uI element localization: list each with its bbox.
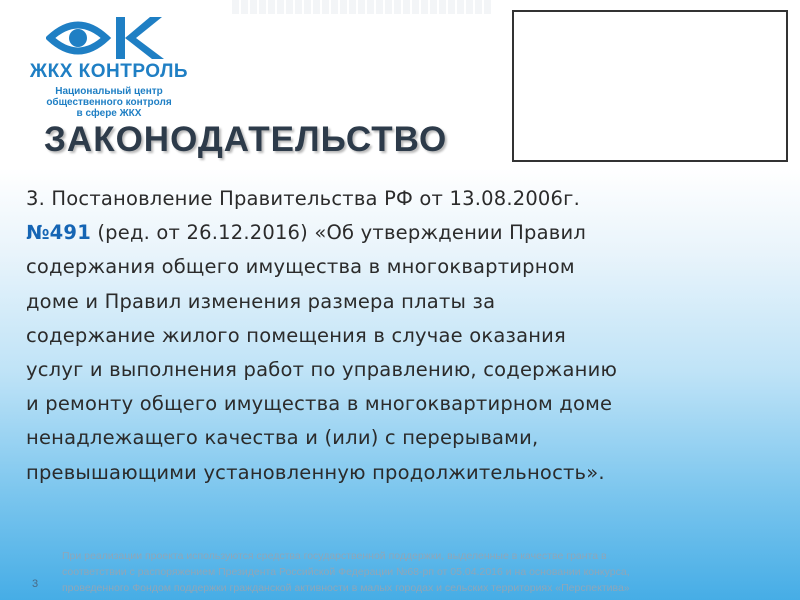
logo-name: ЖКХ КОНТРОЛЬ (29, 61, 189, 82)
body-line: превышающими установленную продолжительность». (26, 460, 605, 484)
body-line: содержание жилого помещения в случае оказания (26, 323, 566, 347)
empty-image-frame (512, 10, 788, 162)
logo (14, 10, 204, 120)
body-line: и ремонту общего имущества в многоквартирном доме (26, 392, 613, 416)
body-line: доме и Правил изменения размера платы за (26, 289, 496, 313)
footer-note-line: проведенного Фондом поддержки гражданской активности в малых городах и сельских территориях «Перспектива» (62, 582, 630, 594)
logo-subtitle-line: общественного контроля (46, 97, 172, 108)
slide-heading: ЗАКОНОДАТЕЛЬСТВО (44, 120, 448, 159)
footer-note-line: При реализации проекта используются средства государственной поддержки, выделенные в качестве гранта в (62, 550, 607, 562)
document-number: №491 (26, 221, 91, 245)
footer-note (62, 548, 792, 596)
logo-subtitle-line: в сфере ЖКХ (76, 108, 142, 119)
footer-note-line: соответствии с распоряжением Президента Российской Федерации №68-рп от 05.04.2016 и на основании конкурса, (62, 566, 630, 578)
logo-subtitle-line: Национальный центр (55, 86, 163, 97)
body-line: 3. Постановление Правительства РФ от 13.08.2006г. (26, 187, 580, 210)
body-line: содержания общего имущества в многоквартирном (26, 255, 575, 279)
top-decoration (232, 0, 492, 14)
body-line: ненадлежащего качества и (или) с перерывами, (26, 426, 539, 450)
slide-body (26, 182, 786, 490)
logo-subtitle (14, 86, 204, 119)
body-line: №491 (ред. от 26.12.2016) «Об утверждении Правил (26, 221, 587, 245)
eye-k-logo-icon (46, 14, 176, 62)
page-number: 3 (32, 578, 39, 590)
body-line: услуг и выполнения работ по управлению, содержанию (26, 358, 618, 382)
